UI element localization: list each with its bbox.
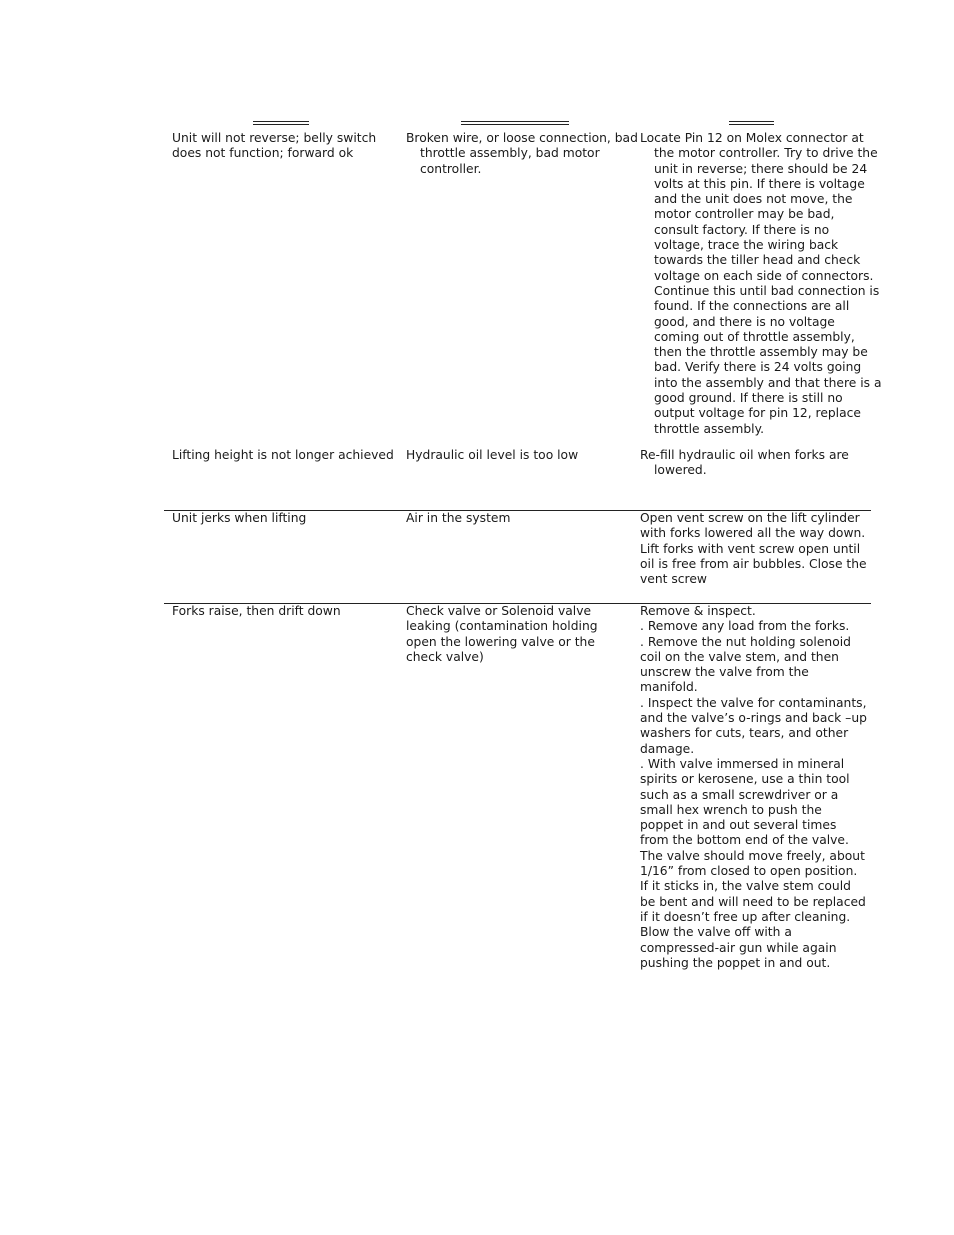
table-row [164, 510, 871, 603]
header-rule-solution [729, 121, 774, 125]
cause-cell: Air in the system [406, 511, 511, 525]
header-rule-problem [253, 121, 309, 125]
problem-cell: Forks raise, then drift down [172, 604, 341, 618]
cause-cell: Hydraulic oil level is too low [406, 448, 579, 462]
problem-cell: Lifting height is not longer achieved [172, 448, 394, 462]
solution-step: . Remove the nut holding solenoid coil on the valve stem, and then unscrew the valve from the manifold. [640, 634, 851, 695]
solution-step: Remove & inspect. [640, 604, 756, 618]
solution-step: . Remove any load from the forks. [640, 619, 850, 634]
solution-step: . Inspect the valve for contaminants, and the valve’s o-rings and back –up washers for cuts, tears, and other damage. [640, 695, 867, 756]
solution-cell: Locate Pin 12 on Molex connector at the motor controller. Try to drive the unit in reverse; there should be 24 volts at this pin. If there is voltage and the unit does not move, the motor controller may be bad, consult factory. If there is no voltage, trace the wiring back towards the tiller head and check voltage on each side of connectors. Continue this until bad connection is found. If the connections are all good, and there is no voltage coming out of throttle assembly, then the throttle assembly may be bad. Verify there is 24 volts going into the assembly and that there is a good ground. If there is still no output voltage for pin 12, replace throttle assembly. [640, 131, 882, 436]
problem-cell: Unit will not reverse; belly switch does not function; forward ok [172, 131, 377, 161]
problem-cell: Unit jerks when lifting [172, 511, 307, 525]
cause-cell: Broken wire, or loose connection, bad throttle assembly, bad motor controller. [406, 131, 638, 176]
table-row [164, 131, 882, 446]
header-rule-cause [461, 121, 569, 125]
solution-step: . With valve immersed in mineral spirits or kerosene, use a thin tool such as a small screwdriver or a small hex wrench to push the poppet in and out several times from the bottom end of the valve. The valve should move freely, about 1/16” from closed to open position. If it sticks in, the valve stem could be bent and will need to be replaced if it doesn’t free up after cleaning. Blow the valve off with a compressed-air gun while again pushing the poppet in and out. [640, 756, 866, 970]
table-row [164, 603, 871, 970]
cause-cell: Check valve or Solenoid valve leaking (contamination holding open the lowering valve or the check valve) [406, 604, 598, 664]
table-row [164, 448, 871, 508]
solution-cell [640, 604, 868, 971]
solution-cell: Re-fill hydraulic oil when forks are lowered. [640, 448, 849, 478]
solution-cell: Open vent screw on the lift cylinder with forks lowered all the way down. Lift forks with vent screw open until oil is free from air bubbles. Close the vent screw [640, 511, 867, 587]
